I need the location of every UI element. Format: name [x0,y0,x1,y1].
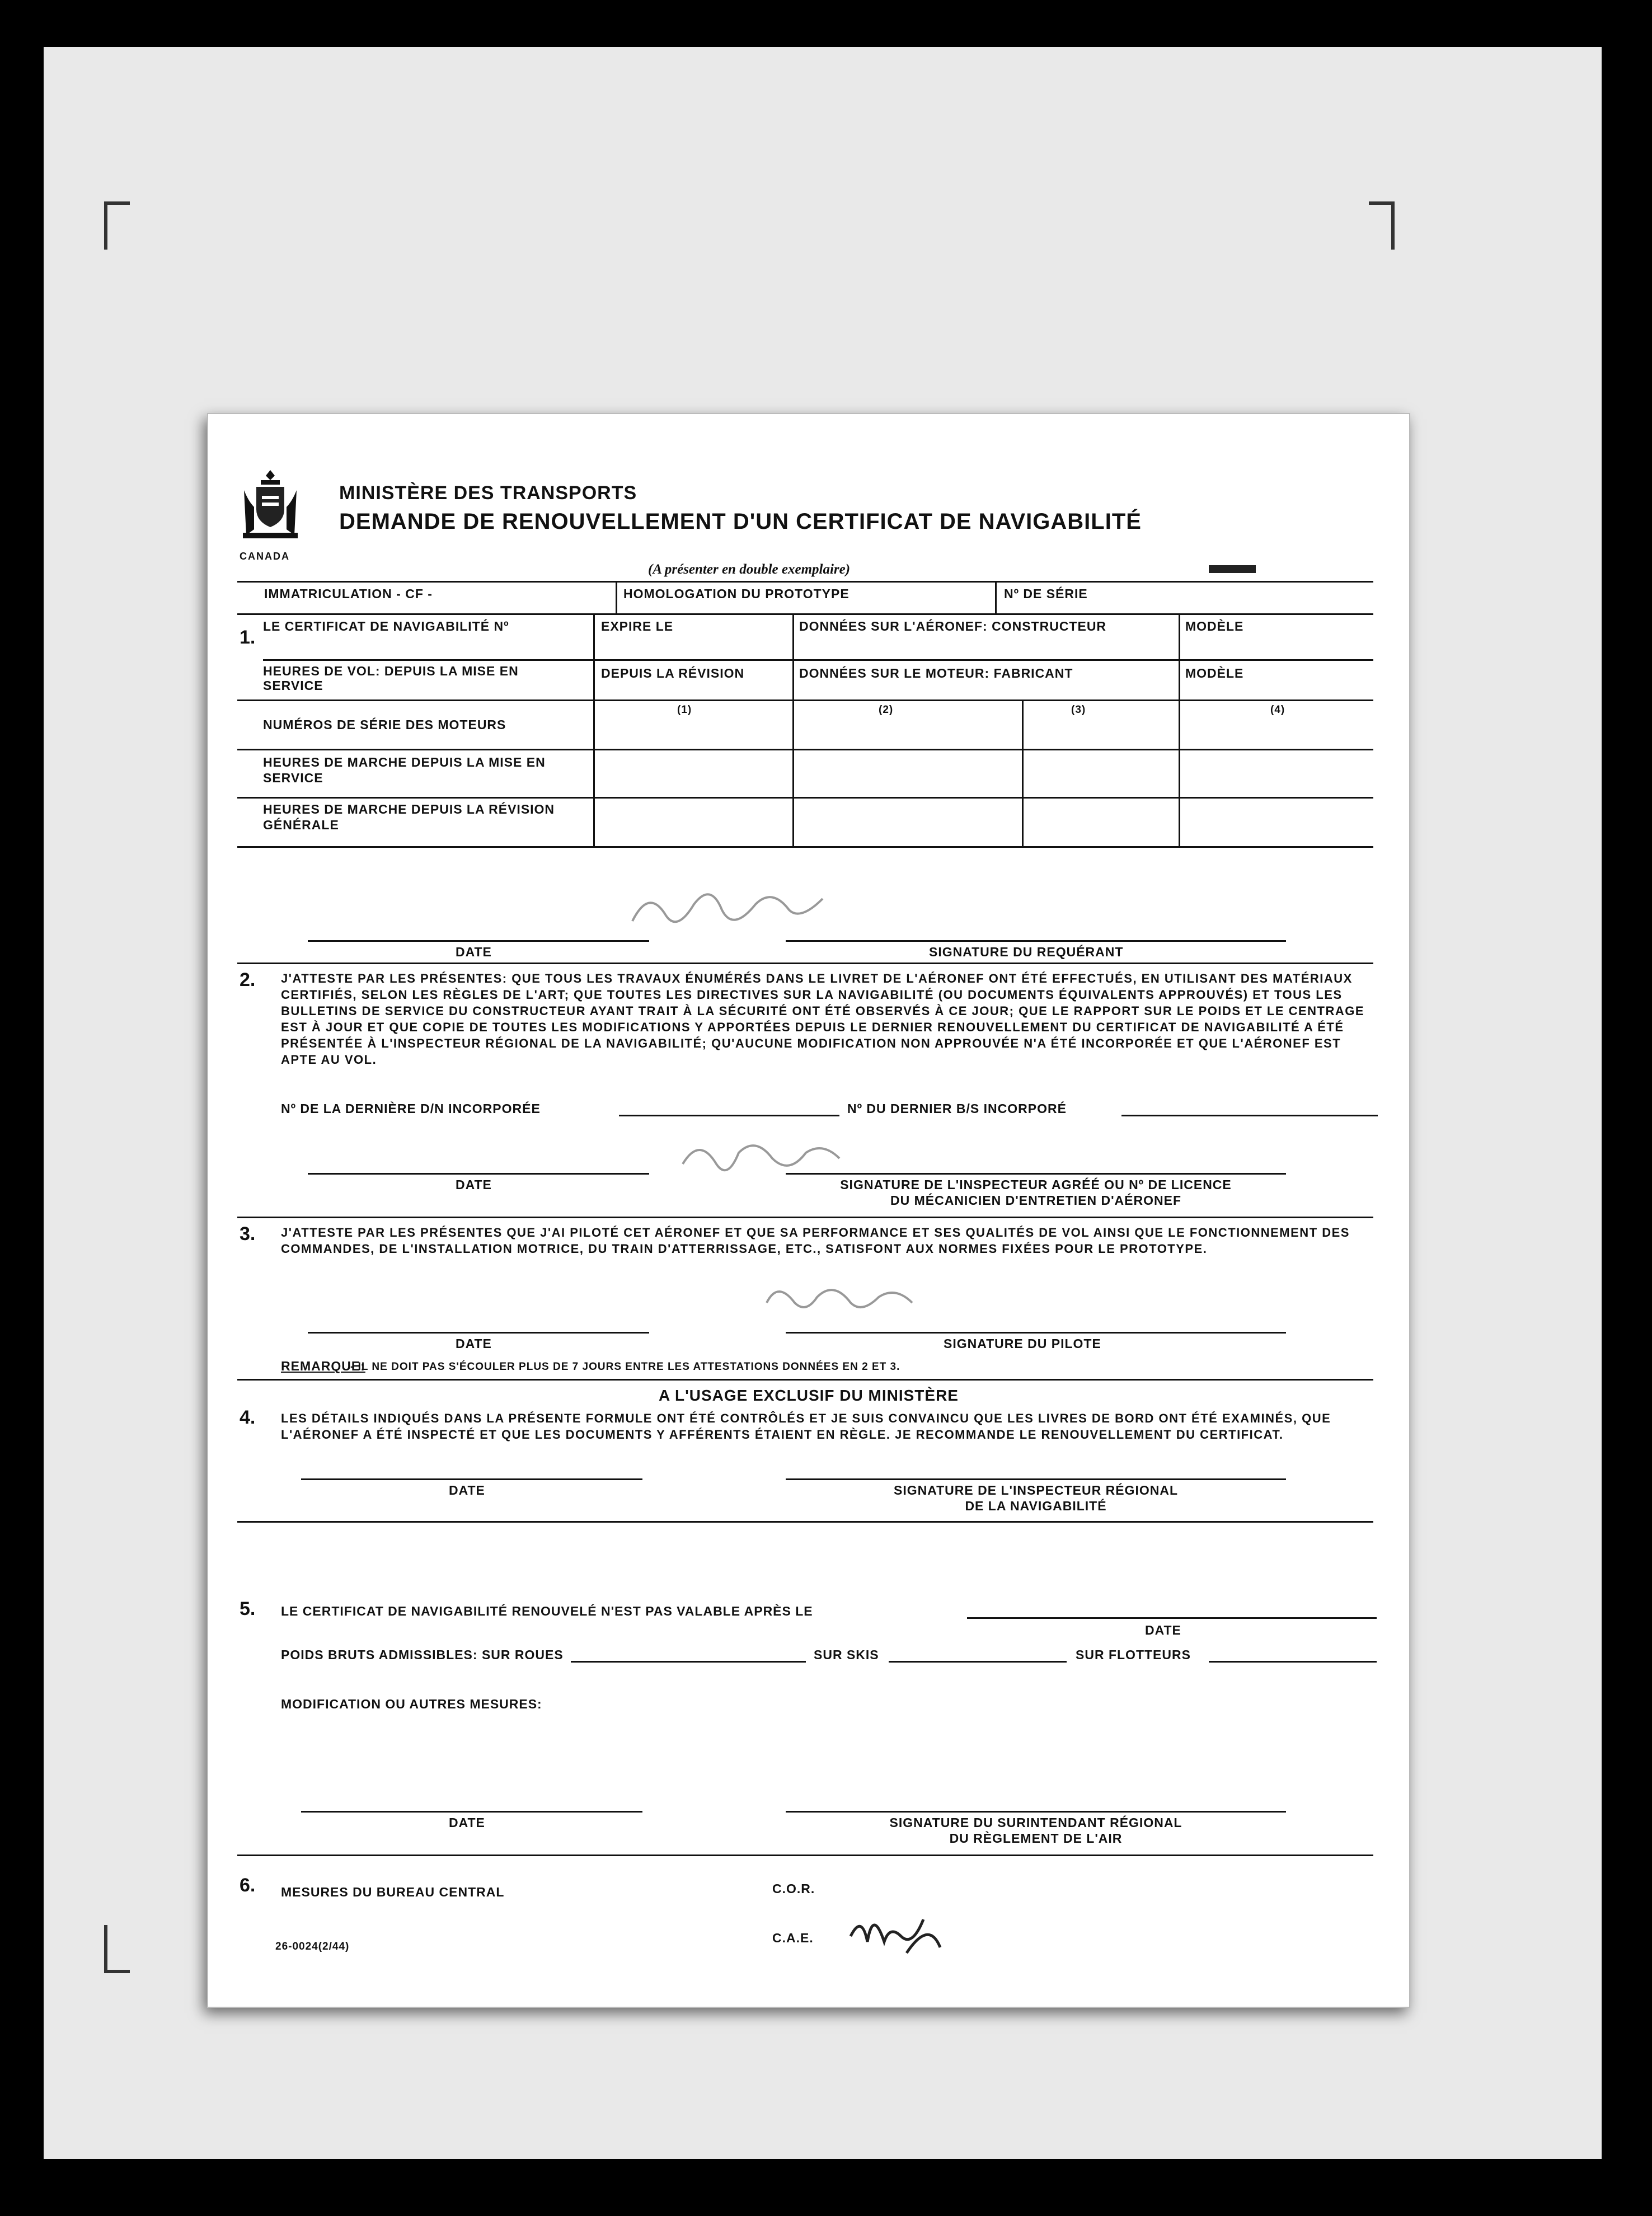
modification-label: MODIFICATION OU AUTRES MESURES: [281,1697,542,1711]
engine-col-3: (3) [1071,704,1086,716]
section-4-number: 4. [240,1407,256,1428]
remark-label: REMARQUE: [281,1359,365,1373]
last-bs-label: Nº DU DERNIER B/S INCORPORÉ [847,1101,1067,1116]
section-1-number: 1. [240,627,256,648]
form-sheet [207,413,1410,2008]
form-subtitle: (A présenter en double exemplaire) [648,562,851,577]
superintendent-label-1: SIGNATURE DU SURINTENDANT RÉGIONAL [889,1815,1182,1830]
floats-label: SUR FLOTTEURS [1076,1647,1191,1662]
s5-date-label: DATE [449,1815,485,1830]
head-office-label: MESURES DU BUREAU CENTRAL [281,1885,505,1899]
regional-inspector-label-1: SIGNATURE DE L'INSPECTEUR RÉGIONAL [893,1483,1178,1497]
engine-serials-label: NUMÉROS DE SÉRIE DES MOTEURS [263,717,506,732]
country-label: CANADA [240,551,290,562]
serial-no-label: Nº DE SÉRIE [1004,586,1088,601]
superintendent-label-2: DU RÈGLEMENT DE L'AIR [949,1831,1123,1846]
section-2-number: 2. [240,969,256,990]
model-label: MODÈLE [1185,619,1244,633]
section-3-attestation: J'ATTESTE PAR LES PRÉSENTES QUE J'AI PILOTÉ CET AÉRONEF ET QUE SA PERFORMANCE ET SES QUALITÉS DE VOL AINSI QUE LE FONCTIONNEMENT DES COMMANDES, DE L'INSTALLATION MOTRICE, DU TRAIN D'ATTERRISSAGE, ETC., SATISFONT AUX NORMES FIXÉES POUR LE PROTOTYPE. [281,1226,1350,1256]
section-3-number: 3. [240,1223,256,1245]
section-5-number: 5. [240,1598,256,1619]
pilot-signature [755,1275,957,1325]
aircraft-data-label: DONNÉES SUR L'AÉRONEF: CONSTRUCTEUR [799,619,1107,633]
canada-crest-icon [240,468,301,546]
renewed-validity-date-label: DATE [1145,1623,1181,1637]
run-hours-service-label: HEURES DE MARCHE DEPUIS LA MISE EN SERVICE [263,755,546,785]
expires-label: EXPIRE LE [601,619,674,633]
form-title: DEMANDE DE RENOUVELLEMENT D'UN CERTIFICAT DE NAVIGABILITÉ [339,509,1142,534]
ministry-use-heading: A L'USAGE EXCLUSIF DU MINISTÈRE [659,1387,959,1404]
s3-date-label: DATE [456,1336,492,1351]
crop-mark-top-right [1369,201,1395,250]
engine-col-4: (4) [1270,704,1285,716]
engine-col-2: (2) [879,704,894,716]
renewed-validity-label: LE CERTIFICAT DE NAVIGABILITÉ RENOUVELÉ N'EST PAS VALABLE APRÈS LE [281,1604,813,1618]
coa-no-label: LE CERTIFICAT DE NAVIGABILITÉ Nº [263,619,509,633]
s4-date-label: DATE [449,1483,485,1497]
skis-label: SUR SKIS [814,1647,879,1662]
ministry-title: MINISTÈRE DES TRANSPORTS [339,482,637,504]
cae-initials [845,1897,957,1959]
regional-inspector-label-2: DE LA NAVIGABILITÉ [965,1499,1107,1513]
flight-hours-label: HEURES DE VOL: DEPUIS LA MISE EN SERVICE [263,664,519,693]
section-2-attestation: J'ATTESTE PAR LES PRÉSENTES: QUE TOUS LES TRAVAUX ÉNUMÉRÉS DANS LE LIVRET DE L'AÉRONEF ONT ÉTÉ EFFECTUÉS, EN UTILISANT DES MATÉRIAUX CERTIFIÉS, SELON LES RÈGLES DE L'ART; QUE TOUTES LES DIRECTIVES SUR LA NAVIGABILITÉ (OU DOCUMENTS ÉQUIVALENTS APPROUVÉS) ET TOUS LES BULLETINS DE SERVICE DU CONSTRUCTEUR AYANT TRAIT À LA SÉCURITÉ ONT ÉTÉ OBSERVÉS À CE JOUR; QUE LE RAPPORT SUR LE POIDS ET LE CENTRAGE EST À JOUR ET QUE COPIE DE TOUTES LES MODIFICATIONS Y APPORTÉES DEPUIS LE DERNIER RENOUVELLEMENT DU CERTIFICAT DE NAVIGABILITÉ A ÉTÉ PRÉSENTÉE À L'INSPECTEUR RÉGIONAL DE LA NAVIGABILITÉ; QU'AUCUNE MODIFICATION NON APPROUVÉE N'A ÉTÉ INCORPORÉE ET QUE L'AÉRONEF EST APTE AU VOL. [281,971,1365,1067]
crop-mark-bottom-left [104,1925,130,1973]
redacted-mark [1209,565,1256,573]
applicant-signature-label: SIGNATURE DU REQUÉRANT [929,945,1124,959]
s2-date-label: DATE [456,1177,492,1192]
remark-text: - IL NE DOIT PAS S'ÉCOULER PLUS DE 7 JOURS ENTRE LES ATTESTATIONS DONNÉES EN 2 ET 3. [350,1361,900,1373]
run-hours-overhaul-label: HEURES DE MARCHE DEPUIS LA RÉVISION GÉNÉRALE [263,802,555,832]
section-4-text: LES DÉTAILS INDIQUÉS DANS LA PRÉSENTE FORMULE ONT ÉTÉ CONTRÔLÉS ET JE SUIS CONVAINCU QUE LES LIVRES DE BORD ONT ÉTÉ EXAMINÉS, QUE L'AÉRONEF A ÉTÉ INSPECTÉ ET QUE LES DOCUMENTS Y AFFÉRENTS ÉTAIENT EN RÈGLE. JE RECOMMANDE LE RENOUVELLEMENT DU CERTIFICAT. [281,1411,1331,1442]
pilot-signature-label: SIGNATURE DU PILOTE [944,1336,1101,1351]
applicant-signature [610,882,901,943]
crop-mark-top-left [104,201,130,250]
inspector-signature-label-1: SIGNATURE DE L'INSPECTEUR AGRÉÉ OU Nº DE LICENCE [840,1177,1232,1192]
cor-label: C.O.R. [772,1881,815,1896]
cae-label: C.A.E. [772,1931,814,1945]
form-number: 26-0024(2/44) [275,1941,350,1952]
s1-date-label: DATE [456,945,492,959]
type-approval-label: HOMOLOGATION DU PROTOTYPE [623,586,850,601]
section-6-number: 6. [240,1875,256,1896]
last-dn-label: Nº DE LA DERNIÈRE D/N INCORPORÉE [281,1101,541,1116]
registration-label: IMMATRICULATION - CF - [264,586,433,601]
engine-col-1: (1) [677,704,692,716]
gross-weights-label: POIDS BRUTS ADMISSIBLES: SUR ROUES [281,1647,564,1662]
since-overhaul-label: DEPUIS LA RÉVISION [601,666,745,680]
engine-data-label: DONNÉES SUR LE MOTEUR: FABRICANT [799,666,1073,680]
model-label-2: MODÈLE [1185,666,1244,680]
inspector-signature-label-2: DU MÉCANICIEN D'ENTRETIEN D'AÉRONEF [890,1193,1181,1208]
